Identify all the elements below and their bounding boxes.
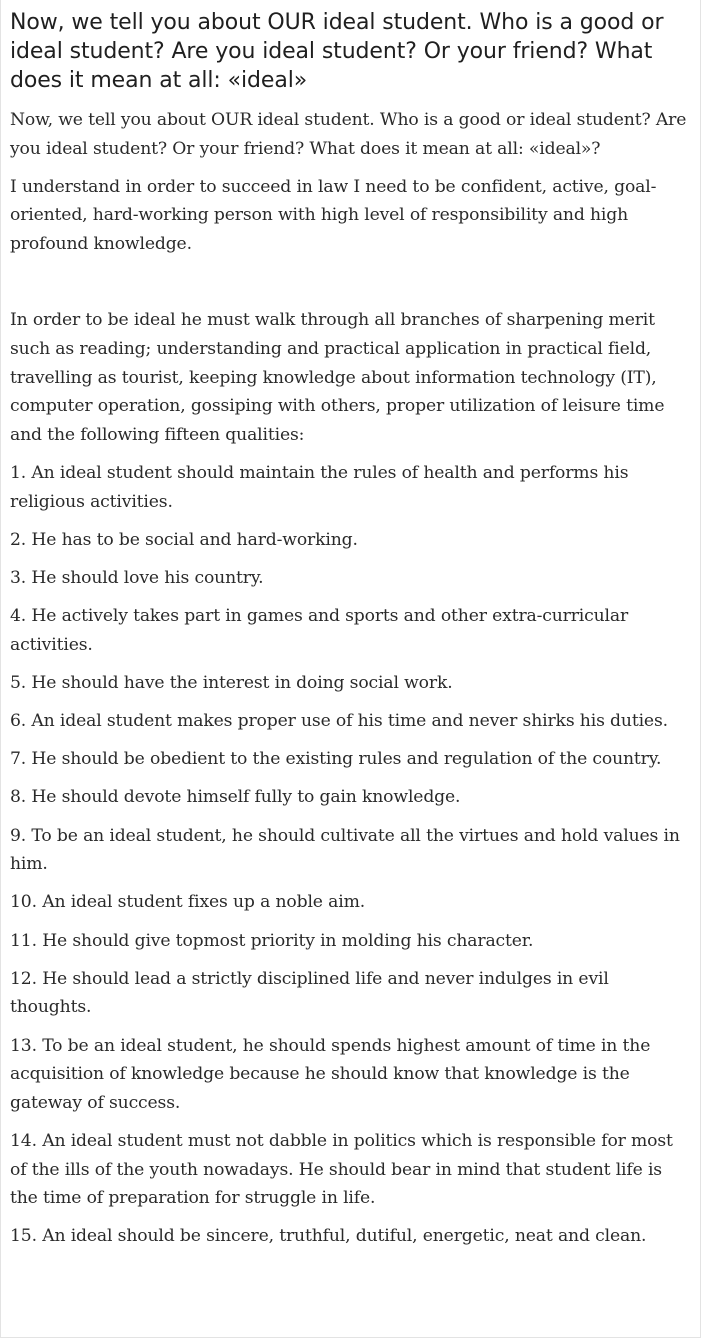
quality-item: 3. He should love his country. [10,567,264,588]
quality-item: 4. He actively takes part in games and sports and other extra-curricular activities. [10,606,629,655]
quality-item: 13. To be an ideal student, he should spends highest amount of time in the acquisition of knowledge because he should know that knowledge is the gateway of success. [10,1035,651,1113]
paragraph-confidence: I understand in order to succeed in law I need to be confident, active, goal-oriented, hard-working person with high level of responsibility and high profound knowledge. [10,176,657,254]
quality-item: 2. He has to be social and hard-working. [10,529,358,550]
intro-paragraph: Now, we tell you about OUR ideal student. Who is a good or ideal student? Are you ideal student? Or your friend? What does it mean at all: «ideal»? [10,110,687,159]
empty-paragraph [10,268,691,297]
quality-item: 15. An ideal should be sincere, truthful, dutiful, energetic, neat and clean. [10,1226,647,1247]
article-body [10,106,691,1251]
quality-item: 10. An ideal student fixes up a noble aim. [10,892,366,913]
quality-item: 9. To be an ideal student, he should cultivate all the virtues and hold values in him. [10,825,680,875]
paragraph-ideal-branches: In order to be ideal he must walk through all branches of sharpening merit such as reading; understanding and practical application in practical field, travelling as tourist, keeping knowledge about information technology (IT), computer operation, gossiping with others, proper utilization of leisure time and the following fifteen qualities: [10,310,665,445]
quality-item: 11. He should give topmost priority in molding his character. [10,930,534,951]
quality-item: 14. An ideal student must not dabble in politics which is responsible for most of the ills of the youth nowadays. He should bear in mind that student life is the time of preparation for struggle in life. [10,1130,673,1209]
article-title: Now, we tell you about OUR ideal student. Who is a good or ideal student? Are you ideal student? Or your friend? What does it mean at all: «ideal» [10,10,664,93]
quality-item: 5. He should have the interest in doing social work. [10,672,453,693]
qualities-list [10,459,691,1251]
quality-item: 1. An ideal student should maintain the rules of health and performs his religious activities. [10,462,629,512]
quality-item: 6. An ideal student makes proper use of his time and never shirks his duties. [10,711,668,732]
quality-item: 8. He should devote himself fully to gain knowledge. [10,787,461,808]
quality-item: 12. He should lead a strictly disciplined life and never indulges in evil thoughts. [10,968,609,1018]
quality-item: 7. He should be obedient to the existing rules and regulation of the country. [10,749,662,770]
